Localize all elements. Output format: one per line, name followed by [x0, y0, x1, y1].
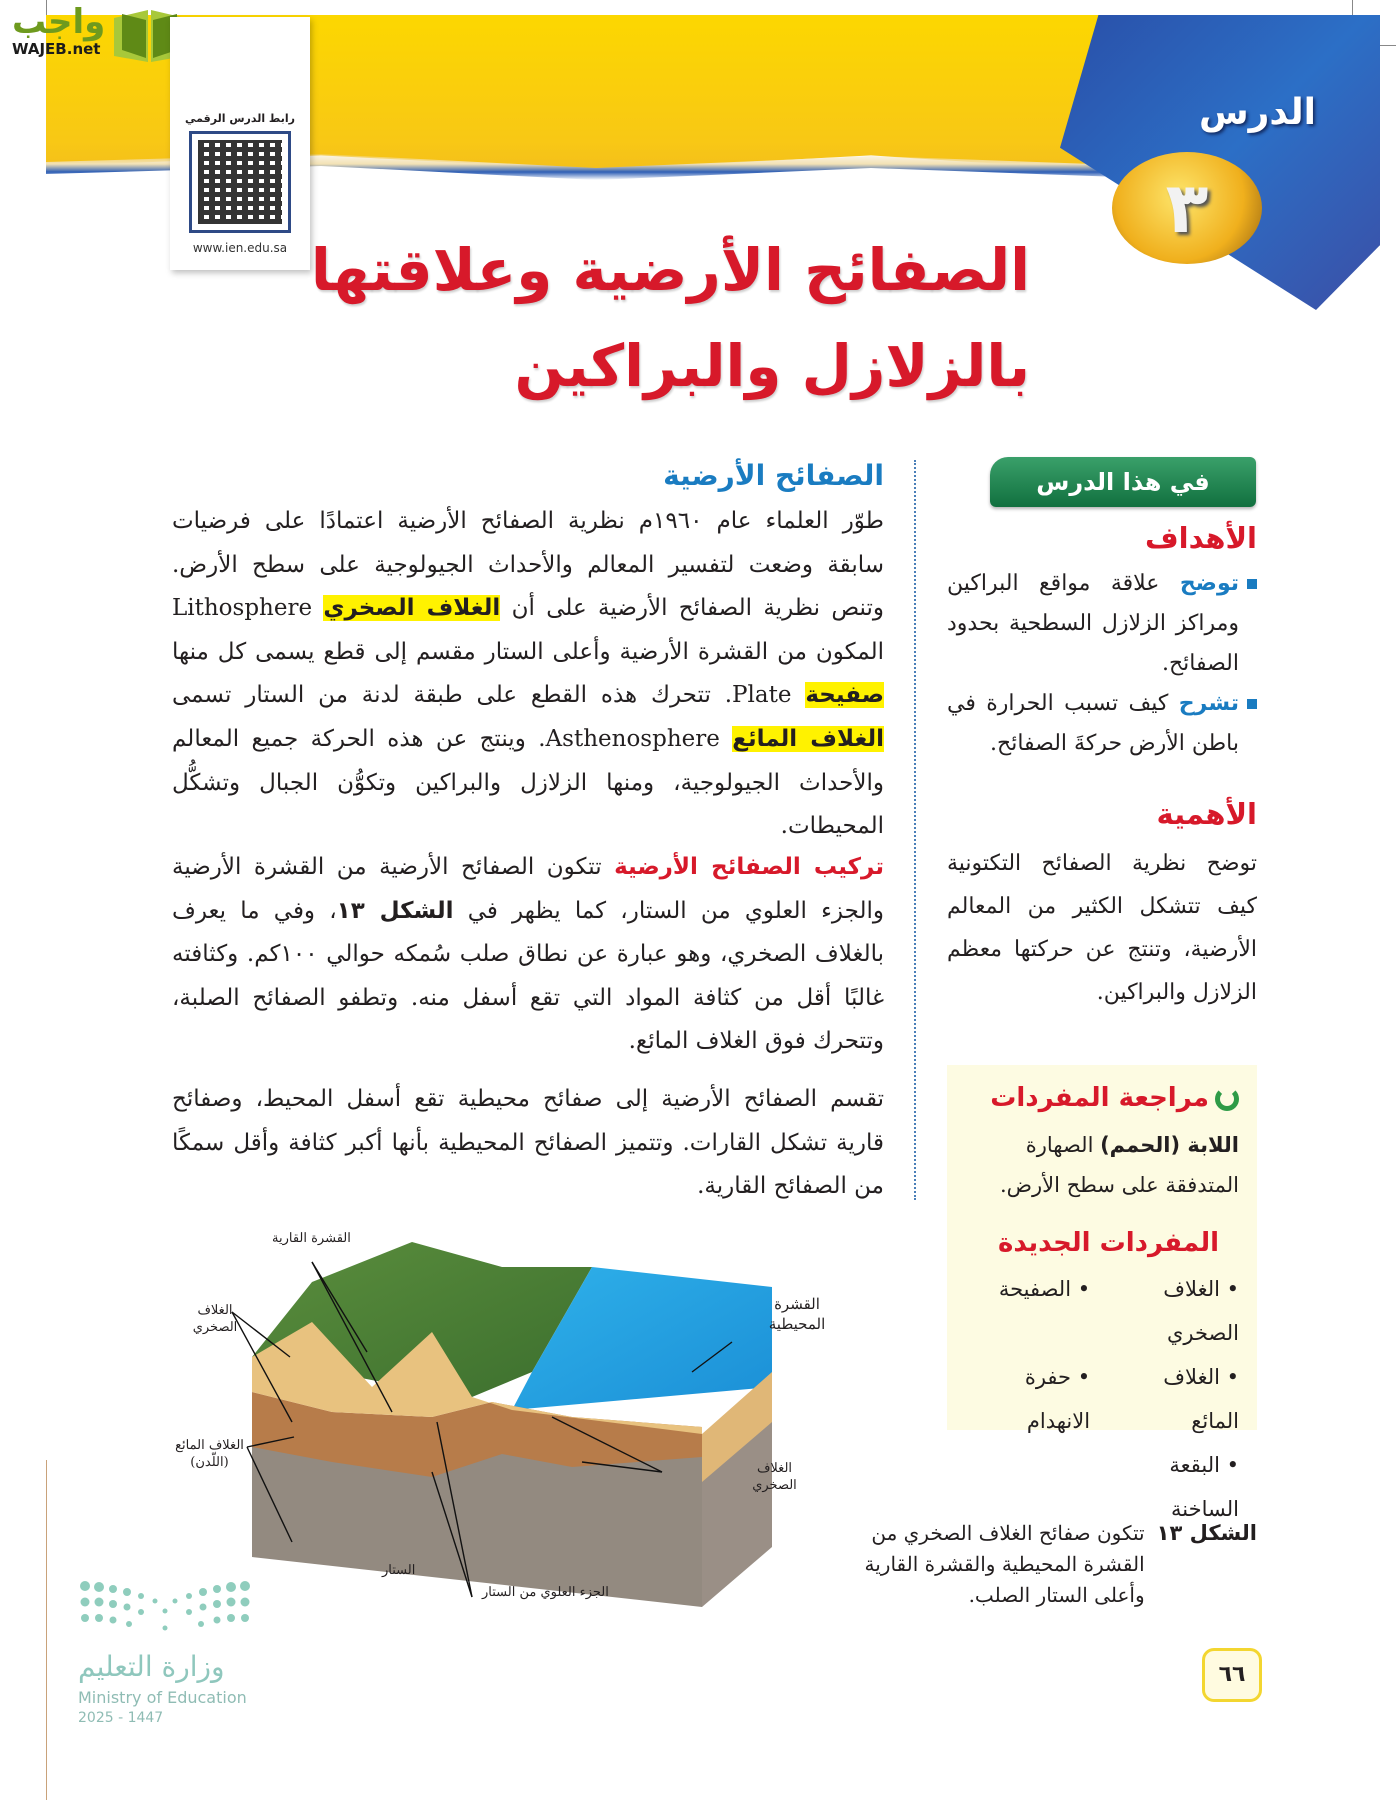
crop-mark — [46, 1460, 47, 1800]
bullet-square-icon — [1247, 699, 1257, 709]
goal-text: كيف تسبب الحرارة في باطن الأرض حركةَ الصفائح. — [947, 691, 1239, 756]
importance-heading: الأهمية — [1156, 797, 1257, 831]
new-vocab-heading: المفردات الجديدة — [998, 1228, 1219, 1258]
subheading-inline: تركيب الصفائح الأرضية — [614, 854, 884, 880]
ministry-year: 2025 - 1447 — [78, 1710, 164, 1726]
wajeb-logo-en: WAJEB.net — [12, 40, 101, 58]
paragraph-3: تقسم الصفائح الأرضية إلى صفائح محيطية تقع أسفل المحيط، وصفائح قارية تشكل القارات. وتتميز الصفائح المحيطية بأنها أكبر كثافة وأقل سمكًا من الصفائح القارية. — [172, 1086, 884, 1200]
lower-mantle-face — [252, 1442, 702, 1607]
text: طوّر العلماء عام ١٩٦٠م نظرية الصفائح الأرضية اعتمادًا على فرضيات سابقة وضعت لتفسير المعالم والأحداث الجيولوجية على سطح الأرض. وتنص نظرية الصفائح الأرضية على أن — [172, 508, 884, 622]
review-icon — [1215, 1087, 1239, 1111]
paragraph-2 — [172, 846, 884, 1064]
text: Asthenosphere. وينتج عن هذه الحركة جميع المعالم والأحداث الجيولوجية، ومنها الزلازل والبراكين وتكوُّن الجبال وتشكُّل المحيطات. — [172, 725, 884, 840]
vocabulary-box — [947, 1065, 1257, 1521]
goal-text: علاقة مواقع البراكين ومراكز الزلازل السطحية بحدود الصفائح. — [947, 571, 1239, 676]
qr-label: رابط الدرس الرقمي — [185, 112, 295, 125]
ministry-name-en: Ministry of Education — [78, 1688, 247, 1707]
title-line-2: بالزلازل والبراكين — [514, 332, 1030, 400]
caption-label: الشكل ١٣ — [1156, 1521, 1257, 1545]
vocab-item-label: البقعة الساخنة — [1169, 1453, 1239, 1521]
review-vocab-title: مراجعة المفردات — [990, 1083, 1209, 1113]
ministry-name-ar: وزارة التعليم — [78, 1650, 225, 1683]
goal-verb: تشرح — [1178, 691, 1239, 716]
text: Lithosphere المكون من القشرة الأرضية وأعلى الستار مقسم إلى قطع يسمى كل منها — [172, 595, 884, 665]
wajeb-logo-ar: واجب — [12, 2, 106, 42]
lesson-label: الدرس — [1198, 92, 1316, 133]
label-lithosphere-right: الغلاف الصخري — [752, 1461, 797, 1493]
label-lithosphere-left: الغلاف الصخري — [192, 1303, 238, 1335]
vocab-item: • الغلاف المائع — [1163, 1365, 1239, 1433]
label-asthenosphere: الغلاف المائع (اللّدن) — [175, 1438, 244, 1470]
vocab-item-label: الغلاف المائع — [1163, 1365, 1239, 1433]
vocab-item-label: الصفيحة — [998, 1277, 1072, 1301]
paragraph-1 — [172, 500, 884, 849]
lesson-number: ٣ — [1165, 167, 1209, 249]
earth-layers-diagram — [172, 1222, 852, 1612]
vocab-item: • الصفيحة — [998, 1277, 1091, 1301]
label-upper-mantle: الجزء العلوي من الستار — [482, 1585, 609, 1600]
qr-card[interactable] — [170, 17, 310, 270]
goal-item — [947, 564, 1257, 684]
bullet-square-icon — [1247, 579, 1257, 589]
label-mantle: الستار — [382, 1563, 416, 1578]
text: Plate. تتحرك هذه القطع على طبقة لدنة من الستار تسمى — [172, 682, 806, 709]
qr-code[interactable] — [189, 131, 291, 233]
ministry-logo-dots — [75, 1578, 255, 1638]
text: ، وفي ما يعرف بالغلاف الصخري، وهو عبارة عن نطاق صلب سُمكه حوالي ١٠٠كم. وكثافته غالبًا أقل من كثافة المواد التي تقع أسفل منه. وتطفو الصفائح الصلبة، وتتحرك فوق الغلاف المائع. — [172, 897, 884, 1055]
figure-caption — [855, 1518, 1257, 1611]
vocab-item-label: حفرة الانهدام — [1024, 1365, 1091, 1433]
page-number: ٦٦ — [1202, 1648, 1262, 1702]
highlight-term: الغلاف المائع — [732, 725, 884, 752]
text: تتكون الصفائح الأرضية من القشرة الأرضية والجزء العلوي من الستار، كما يظهر في — [172, 854, 884, 924]
goals-heading: الأهداف — [1144, 521, 1257, 555]
vocab-definition — [965, 1125, 1239, 1205]
vocab-item: • الغلاف الصخري — [1163, 1277, 1239, 1345]
review-vocab-heading — [965, 1077, 1239, 1119]
section-heading: الصفائح الأرضية — [663, 459, 884, 492]
vocab-term: اللابة (الحمم) — [1100, 1133, 1239, 1157]
vocab-item: • البقعة الساخنة — [1169, 1453, 1239, 1521]
goal-verb: توضح — [1179, 571, 1239, 596]
in-this-lesson-tab: في هذا الدرس — [990, 457, 1256, 507]
goal-item — [947, 684, 1257, 764]
vocab-item-label: الغلاف الصخري — [1163, 1277, 1239, 1345]
importance-text: توضح نظرية الصفائح التكتونية كيف تتشكل الكثير من المعالم الأرضية، وتنتج عن حركتها معظم الزلازل والبراكين. — [947, 851, 1257, 1005]
new-vocab-list — [965, 1267, 1239, 1531]
title-line-1: الصفائح الأرضية وعلاقتها — [310, 236, 1030, 304]
lesson-title — [311, 222, 1030, 414]
figure-13 — [172, 1222, 852, 1612]
label-continental-crust: القشرة القارية — [272, 1231, 351, 1246]
vocab-definition-text: الصهارة المتدفقة على سطح الأرض. — [999, 1133, 1239, 1197]
qr-url[interactable]: www.ien.edu.sa — [192, 241, 288, 255]
highlight-term: الغلاف الصخري — [323, 595, 501, 622]
lesson-number-badge — [1112, 152, 1262, 264]
highlight-term: صفيحة — [805, 682, 885, 709]
figure-reference: الشكل ١٣ — [336, 897, 454, 924]
column-divider — [914, 460, 916, 1200]
label-oceanic-crust: القشرة المحيطية — [768, 1295, 826, 1333]
goals-section — [947, 518, 1257, 1014]
caption-text: تتكون صفائح الغلاف الصخري من القشرة المحيطية والقشرة القارية وأعلى الستار الصلب. — [864, 1521, 1145, 1607]
vocab-item: • حفرة الانهدام — [1024, 1365, 1091, 1433]
